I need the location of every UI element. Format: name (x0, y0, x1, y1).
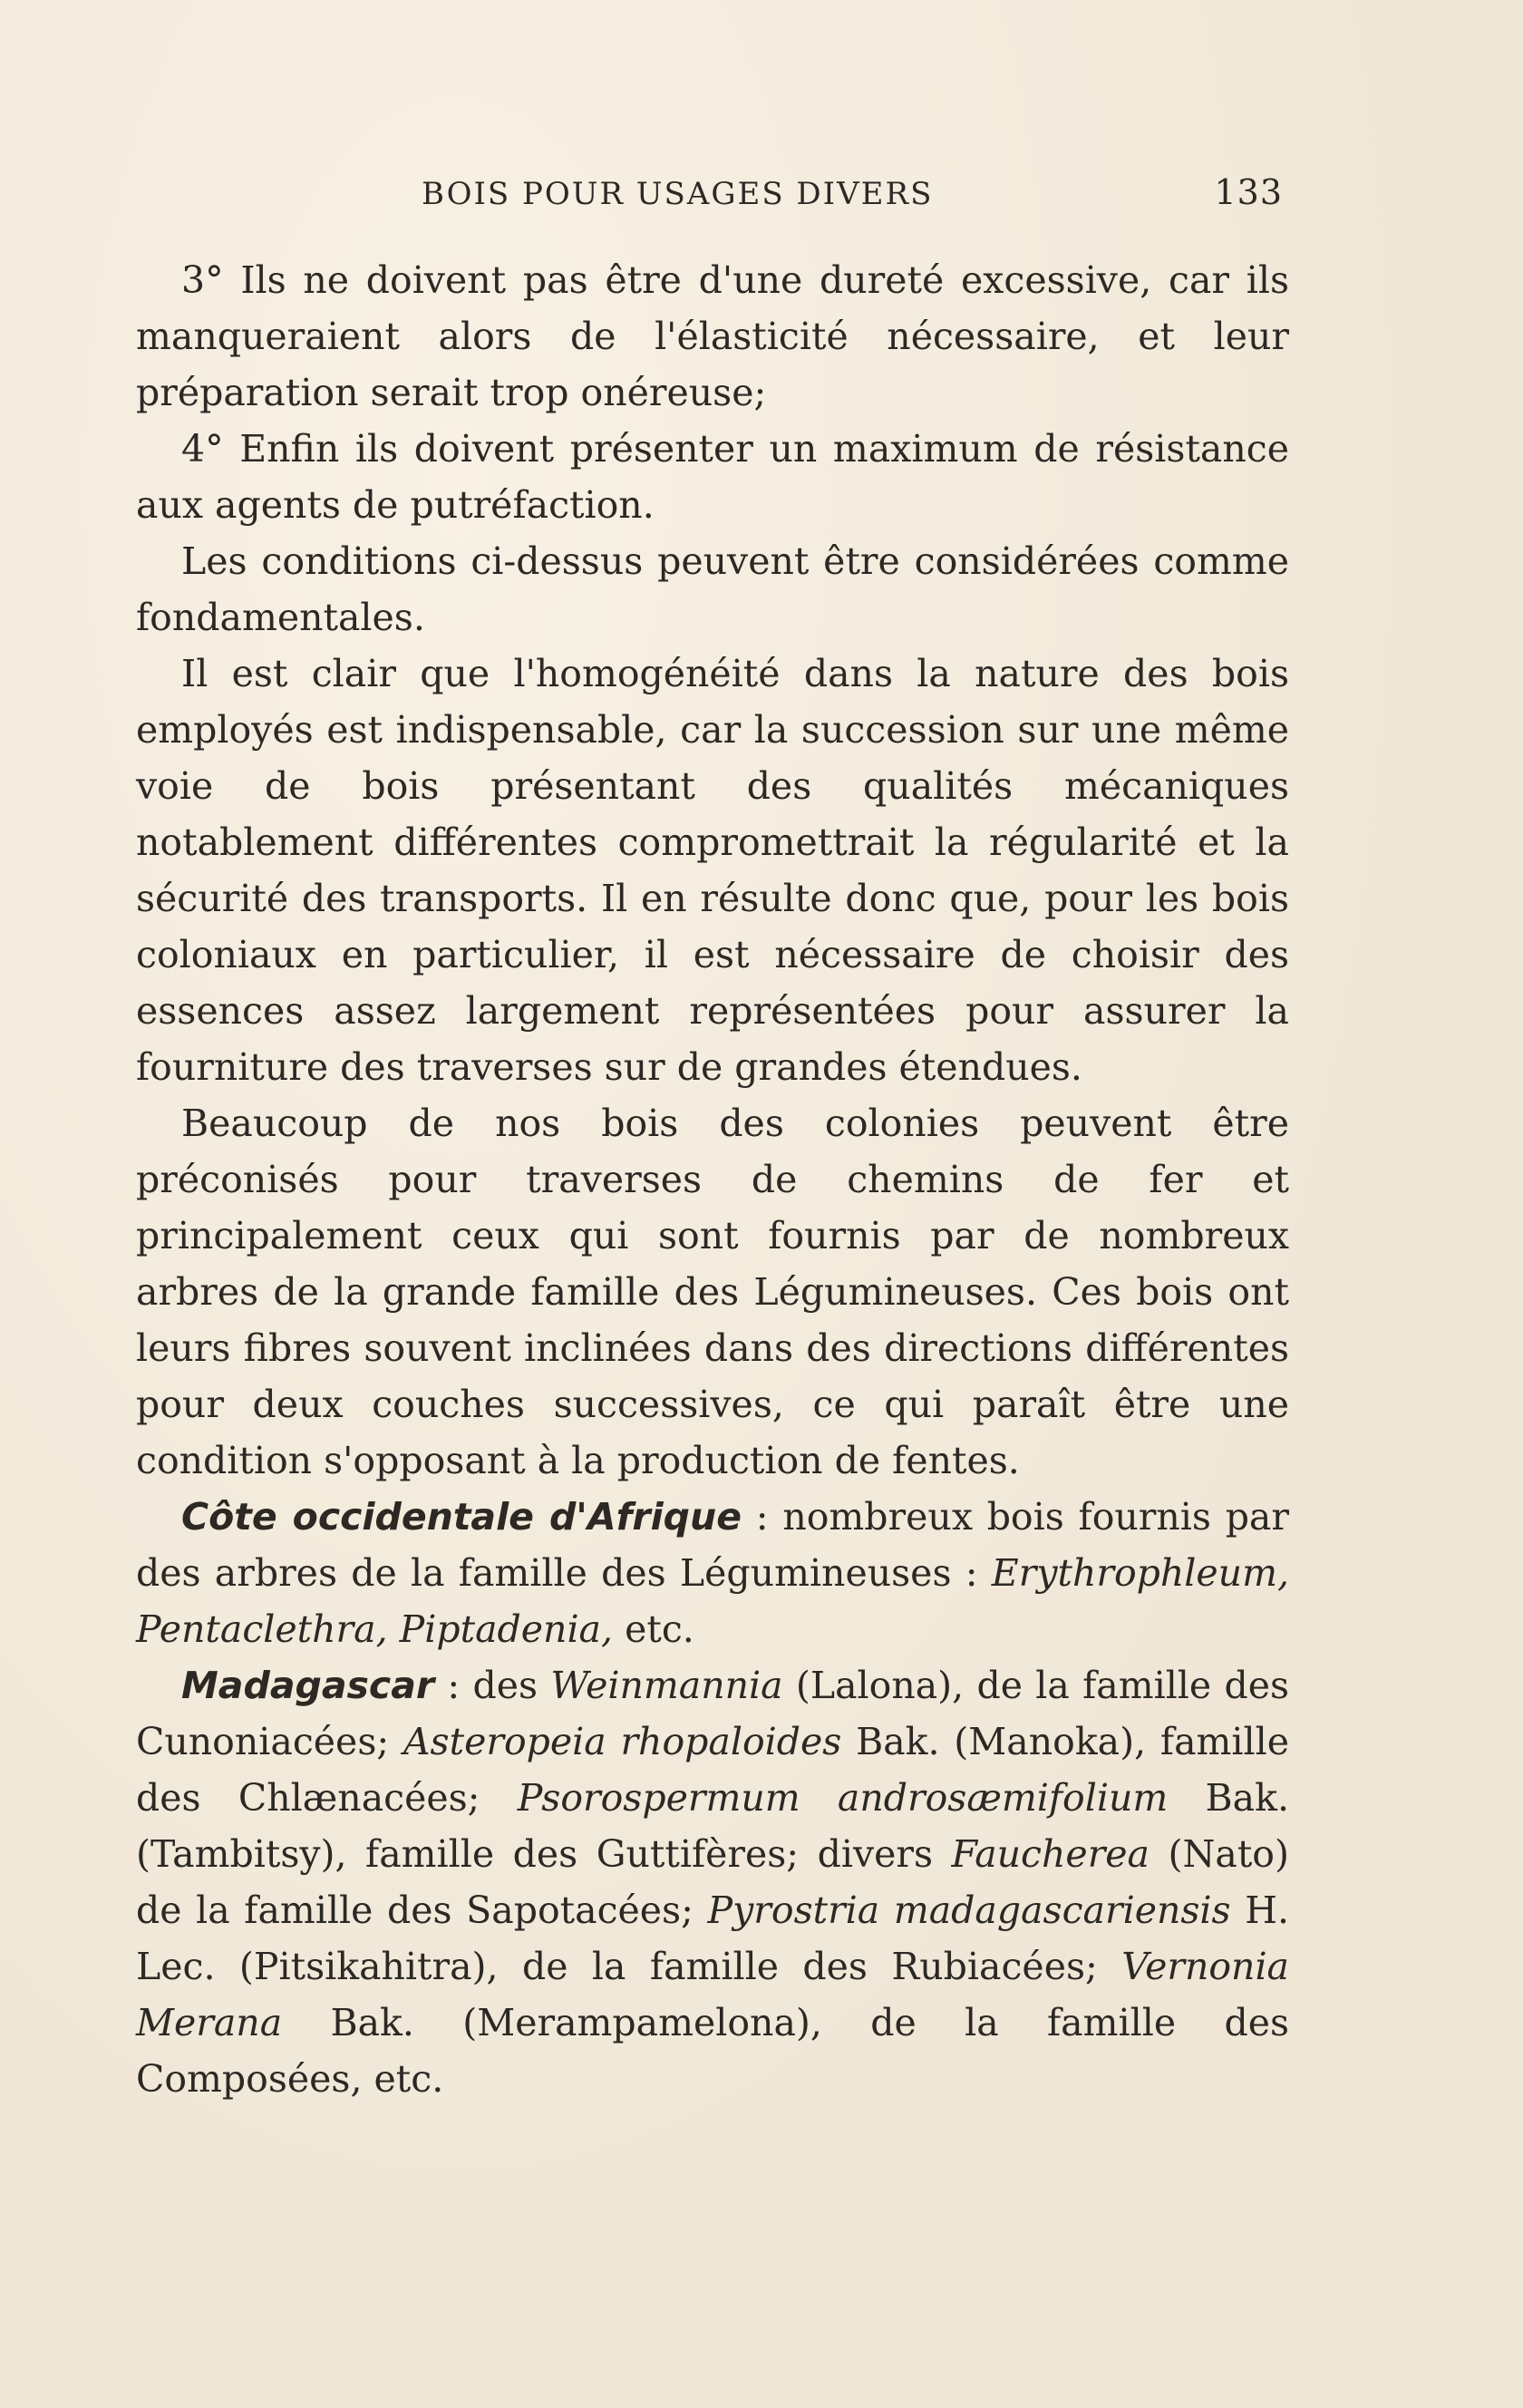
body-text (136, 252, 1289, 2107)
paragraph: Les conditions ci-dessus peuvent être considérées comme fondamentales. (136, 539, 1289, 639)
text-run: H. Lec. (Pitsikahitra), de la famille des Rubiacées; (136, 1889, 1289, 1988)
region-heading: Madagascar (181, 1664, 435, 1707)
paragraph-madagascar (136, 1657, 1289, 2107)
text-run: Bak. (Manoka), famille des Chlænacées; (136, 1720, 1289, 1820)
species-name: Vernonia Merana (136, 1945, 1289, 2044)
text-run: Bak. (Tambitsy), famille des Guttifères; divers (136, 1776, 1289, 1876)
species-name: Pyrostria madagascariensis (707, 1889, 1231, 1932)
paragraph: 3° Ils ne doivent pas être d'une dureté excessive, car ils manqueraient alors de l'élasticité nécessaire, et leur préparation serait trop onéreuse; (136, 258, 1289, 414)
running-title: BOIS POUR USAGES DIVERS (422, 176, 934, 212)
species-name: Asteropeia rhopaloides (403, 1720, 842, 1763)
text-run: Bak. (Merampamelona), de la famille des Composées, etc. (136, 2001, 1289, 2101)
page-header (422, 172, 1283, 218)
page-number: 133 (1214, 172, 1283, 212)
species-name: Erythrophleum, Pentaclethra, Piptadenia, (136, 1551, 1289, 1651)
text-run: (Nato) de la famille des Sapotacées; (136, 1832, 1289, 1932)
paragraph-africa (136, 1489, 1289, 1657)
species-name: Faucherea (951, 1832, 1150, 1876)
species-name: Weinmannia (550, 1664, 783, 1707)
region-heading: Côte occidentale d'Afrique (181, 1495, 742, 1539)
paragraph: Beaucoup de nos bois des colonies peuvent être préconisés pour traverses de chemins de fer et principalement ceux qui sont fournis par de nombreux arbres de la grande famille des Légumineuses. Ces bois ont leurs fibres souvent inclinées dans des directions différentes pour deux couches successives, ce qui paraît être une condition s'opposant à la production de fentes. (136, 1102, 1289, 1482)
species-name: Psorospermum androsæmifolium (517, 1776, 1169, 1820)
paragraph: Il est clair que l'homogénéité dans la nature des bois employés est indispensable, car la succession sur une même voie de bois présentant des qualités mécaniques notablement différentes compromettrait la régularité et la sécurité des transports. Il en résulte donc que, pour les bois coloniaux en particulier, il est nécessaire de choisir des essences assez largement représentées pour assurer la fourniture des traverses sur de grandes étendues. (136, 652, 1289, 1089)
text-run: etc. (613, 1607, 694, 1651)
text-run: : nombreux bois fournis par des arbres de la famille des Légumineuses : (136, 1495, 1289, 1595)
text-run: (Lalona), de la famille des Cunoniacées; (136, 1664, 1290, 1763)
paragraph: 4° Enfin ils doivent présenter un maximum de résistance aux agents de putréfaction. (136, 427, 1289, 527)
text-run: : des (434, 1664, 551, 1707)
